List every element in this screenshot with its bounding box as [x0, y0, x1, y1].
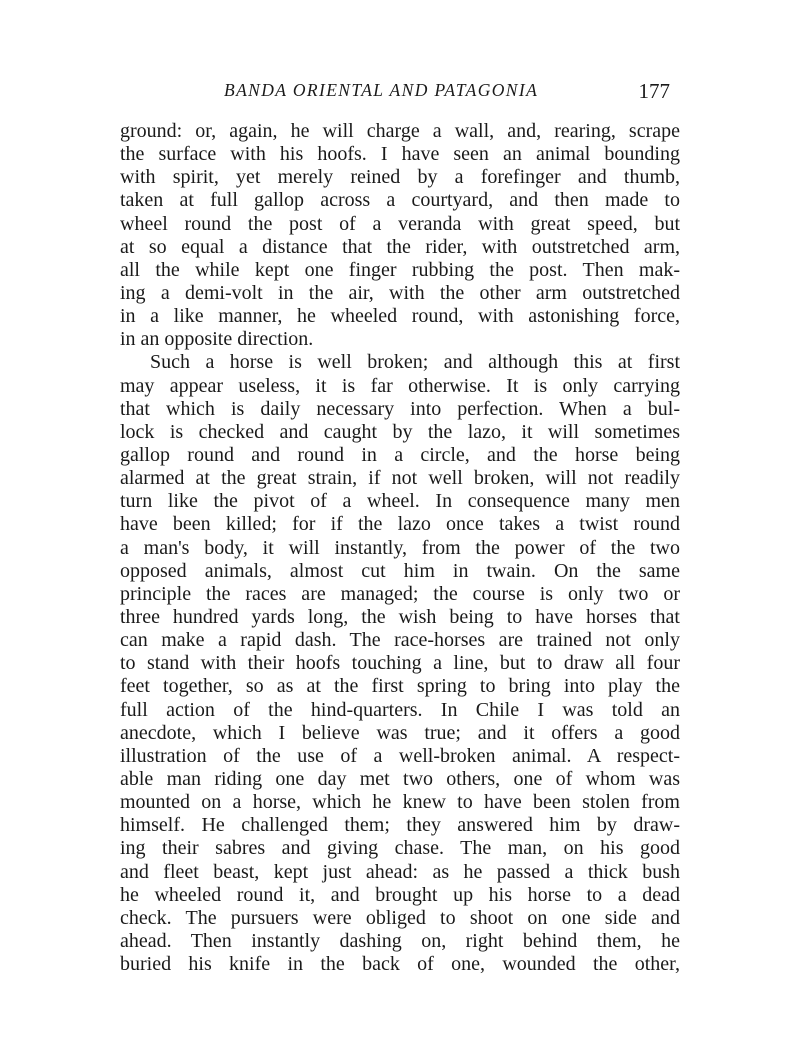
text-line: lock is checked and caught by the lazo, it will sometimes: [120, 420, 680, 443]
text-line: may appear useless, it is far otherwise. It is only carrying: [120, 374, 680, 397]
text-line: ahead. Then instantly dashing on, right behind them, he: [120, 929, 680, 952]
text-line: gallop round and round in a circle, and the horse being: [120, 443, 680, 466]
text-line: ground: or, again, he will charge a wall, and, rearing, scrape: [120, 120, 680, 142]
text-line: all the while kept one finger rubbing the post. Then mak-: [120, 258, 680, 281]
running-header: [120, 80, 680, 110]
text-line: at so equal a distance that the rider, with outstretched arm,: [120, 235, 680, 258]
page-number: 177: [638, 79, 670, 103]
text-line: buried his knife in the back of one, wounded the other,: [120, 953, 680, 976]
text-line: wheel round the post of a veranda with great speed, but: [120, 212, 680, 235]
text-line: can make a rapid dash. The race-horses are trained not only: [120, 629, 680, 652]
text-line: himself. He challenged them; they answered him by draw-: [120, 814, 680, 837]
text-line: a man's body, it will instantly, from the power of the two: [120, 536, 680, 559]
text-line: have been killed; for if the lazo once takes a twist round: [120, 513, 680, 536]
text-line: three hundred yards long, the wish being to have horses that: [120, 605, 680, 628]
text-line: that which is daily necessary into perfection. When a bul-: [120, 397, 680, 420]
text-line: the surface with his hoofs. I have seen an animal bounding: [120, 143, 680, 166]
text-line: Such a horse is well broken; and although this at first: [150, 351, 680, 374]
text-line: check. The pursuers were obliged to shoot on one side and: [120, 906, 680, 929]
text-line: with spirit, yet merely reined by a forefinger and thumb,: [120, 166, 680, 189]
text-line: illustration of the use of a well-broken animal. A respect-: [120, 744, 680, 767]
text-line: taken at full gallop across a courtyard, and then made to: [120, 189, 680, 212]
text-line: mounted on a horse, which he knew to have been stolen from: [120, 791, 680, 814]
text-line: opposed animals, almost cut him in twain. On the same: [120, 559, 680, 582]
text-line: in a like manner, he wheeled round, with astonishing force,: [120, 305, 680, 328]
text-line: he wheeled round it, and brought up his horse to a dead: [120, 883, 680, 906]
text-line: alarmed at the great strain, if not well broken, will not readily: [120, 467, 680, 490]
text-line: full action of the hind-quarters. In Chile I was told an: [120, 698, 680, 721]
running-title: BANDA ORIENTAL AND PATAGONIA: [224, 80, 539, 100]
paragraph-1: [120, 120, 680, 351]
text-line: able man riding one day met two others, one of whom was: [120, 767, 680, 790]
text-line: ing their sabres and giving chase. The man, on his good: [120, 837, 680, 860]
text-line: in an opposite direction.: [120, 328, 314, 351]
text-line: anecdote, which I believe was true; and it offers a good: [120, 721, 680, 744]
text-line: to stand with their hoofs touching a line, but to draw all four: [120, 652, 680, 675]
paragraph-2: [120, 351, 680, 976]
body-text: [120, 120, 680, 976]
text-line: principle the races are managed; the course is only two or: [120, 582, 680, 605]
text-line: ing a demi-volt in the air, with the other arm outstretched: [120, 281, 680, 304]
text-line: feet together, so as at the first spring to bring into play the: [120, 675, 680, 698]
text-line: turn like the pivot of a wheel. In consequence many men: [120, 490, 680, 513]
text-line: and fleet beast, kept just ahead: as he passed a thick bush: [120, 860, 680, 883]
